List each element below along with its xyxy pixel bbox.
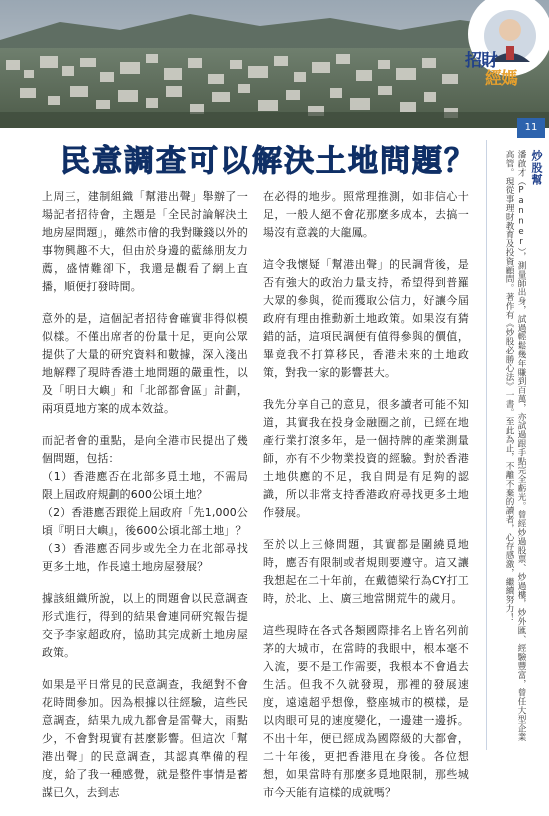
article-column-1: [42, 188, 248, 816]
question-2: （2）香港應否跟從上屆政府「先1,000公頃『明日大嶼』，後600公頃北部土地」？: [42, 506, 248, 537]
paragraph: 在必得的地步。照常理推測，如非信心十足，一般人絕不會花那麼多成本，去搞一場沒有意義的大龍鳳。: [263, 190, 469, 239]
paragraph: 這令我懷疑「幫港出聲」的民調背後，是否有強大的政治力量支持，希望得到普羅大眾的參與，從而獲取公信力，好讓今屆政府有理由推動新土地政策。如果沒有猜錯的話，這項民調便有值得參與的價值，畢竟我不打算移民，香港未來的土地政策，對我一家的影響甚大。: [263, 258, 469, 379]
sidebar-divider: [486, 140, 487, 750]
author-bio: 潘啟才（Panner），測量師出身，試過輕鬆幾年賺到百萬，亦試過跟手點完全虧光。曾經炒過股票、炒過樓，炒外匯、經驗豐富，曾任大型企業高管。現從事理財教育及投資顧問。著作有《炒股必勝心法》一書。至此為止，不離不棄的讀者，心存感激，繼續努力！: [504, 150, 526, 742]
article-headline: 民意調查可以解決土地問題？: [60, 144, 476, 179]
paragraph: 而記者會的重點，是向全港市民提出了幾個問題，包括：: [42, 434, 248, 465]
paragraph: 如果是平日常見的民意調查，我絕對不會花時間參加。因為根據以往經驗，這些民意調查，結果九成九都會是雷聲大，雨點少，不會對現實有甚麼影響。但這次「幫港出聲」的民意調查，其認真準備的程度，給了我一種感覺，就是整件事情是蓄謀已久，去到志: [42, 678, 248, 799]
paragraph: 據該組織所說，以上的問題會以民意調查形式進行，得到的結果會連同研究報告提交予李家超政府，協助其完成新土地房屋政策。: [42, 592, 248, 659]
paragraph: 上周三，建制組織「幫港出聲」舉辦了一場記者招待會，主題是「全民討論解決土地房屋問題」，雖然市儈的我對賺錢以外的事物興趣不大，但由於身邊的藍絲朋友力薦，盛情難卻下，我還是觀看了網上直播，順便打發時間。: [42, 190, 248, 293]
article-column-2: [263, 188, 469, 816]
column-brand-logo: [461, 46, 531, 90]
paragraph: 意外的是，這個記者招待會確實非得似模似樣。不僅出席者的份量十足，更向公眾提供了大量的研究資料和數據，深入淺出地解釋了現時香港土地問題的嚴重性，以及「明日大嶼」和「北部都會區」計劃，兩項覓地方案的成本效益。: [42, 312, 248, 415]
question-1: （1）香港應否在北部多覓土地，不需局限上屆政府規劃的600公頃土地？: [42, 470, 248, 501]
brand-line-1: 招財: [465, 51, 497, 71]
paragraph: 這些現時在各式各類國際排名上皆名列前茅的大城市，在當時的我眼中，根本毫不入流，要不是工作需要，我根本不會過去生活。但我不久就發現，那裡的發展速度，遠遠超乎想像，整座城市的模樣，是以肉眼可見的速度變化，一邊建一邊拆。不出十年，便已經成為國際級的大都會，二十年後，更把香港甩在身後。各位想想，如果當時有那麼多覓地限制，那些城市今天能有這樣的成就嗎？: [263, 624, 469, 799]
column-name: 炒股幫: [530, 150, 543, 186]
page-number: 11: [517, 118, 545, 138]
question-3: （3）香港應否同步或先全力在北部尋找更多土地，作長遠土地房屋發展？: [42, 542, 248, 573]
paragraph: 至於以上三條問題，其實都是圍繞覓地時，應否有限制或者規則要遵守。這又讓我想起在二十年前，在戴德梁行為CY打工時，於北、上、廣三地當開荒牛的歲月。: [263, 538, 469, 605]
paragraph: 我先分享自己的意見，很多讀者可能不知道，其實我在投身金融圈之前，已經在地產行業打滾多年，是一個持牌的產業測量師，亦有不少物業投資的經驗。對於香港土地供應的不足，我自問是有足夠的認識，所以非常支持香港政府尋找更多土地作發展。: [263, 398, 469, 519]
brand-line-2: 經媽: [485, 69, 517, 89]
